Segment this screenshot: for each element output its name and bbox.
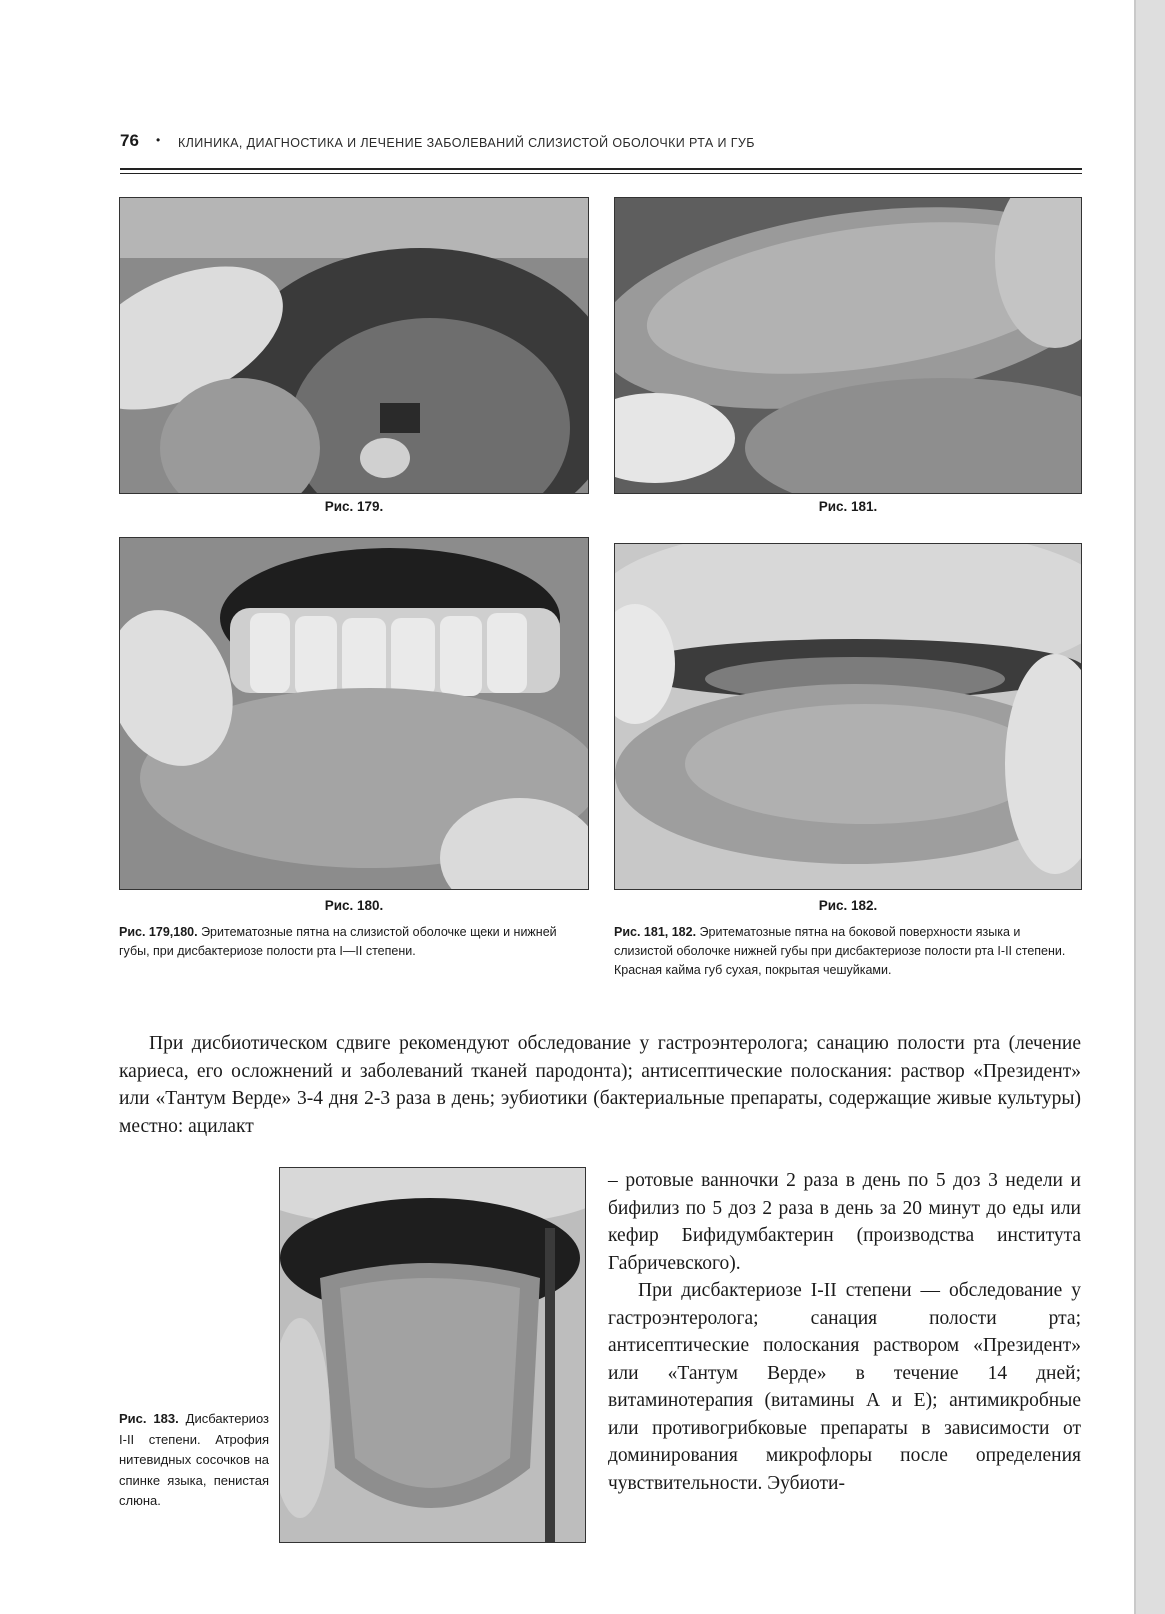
figure-182-label: Рис. 182.: [818, 898, 878, 913]
figure-183-photo: [279, 1167, 586, 1543]
caption-179-180-text: Эритематозные пятна на слизистой оболочке щеки и нижней губы, при дисбактериозе полости рта I—II степени.: [119, 925, 557, 958]
header-rule-thick: [120, 168, 1082, 170]
caption-181-182-ref: Рис. 181, 182.: [614, 925, 697, 939]
page-header: [120, 131, 1080, 161]
figure-181-photo: [614, 197, 1082, 494]
figure-180-photo: [119, 537, 589, 890]
body-paragraph-1-continued: – ротовые ванночки 2 раза в день по 5 доз 3 недели и бифилиз по 5 доз 2 раза в день за 20 минут до еды или кефир Бифидумбактерин (производства института Габричевского).: [608, 1170, 1081, 1274]
caption-fig-179-180: [119, 923, 589, 961]
header-rule-thin: [120, 173, 1082, 174]
caption-fig-181-182: [614, 923, 1082, 980]
body-paragraph-1: [119, 1030, 1081, 1140]
caption-179-180-ref: Рис. 179,180.: [119, 925, 198, 939]
caption-183-ref: Рис. 183.: [119, 1411, 179, 1426]
page-number: 76: [120, 131, 139, 150]
scan-edge-shadow: [1134, 0, 1165, 1614]
figure-181-label: Рис. 181.: [818, 499, 878, 514]
figure-180-label: Рис. 180.: [324, 898, 384, 913]
body-right-column: [608, 1167, 1081, 1497]
caption-183-text: Дисбактериоз I-II степени. Атрофия нитевидных сосочков на спинке языка, пенистая слюна.: [119, 1411, 269, 1508]
body-paragraph-2: При дисбактериозе I-II степени — обследование у гастроэнтеролога; санация полости рта; антисептические полоскания раствором «Президент» или «Тантум Верде» в течение 14 дней; витаминотерапия (витамины А и Е); антимикробные или противогрибковые препараты в зависимости от доминирования микрофлоры после определения чувствительности. Эубиоти-: [608, 1280, 1081, 1494]
running-title: КЛИНИКА, ДИАГНОСТИКА И ЛЕЧЕНИЕ ЗАБОЛЕВАНИЙ СЛИЗИСТОЙ ОБОЛОЧКИ РТА И ГУБ: [178, 136, 755, 150]
header-bullet: •: [156, 133, 161, 147]
caption-fig-183: [119, 1409, 269, 1512]
figure-182-photo: [614, 543, 1082, 890]
caption-181-182-text: Эритематозные пятна на боковой поверхности языка и слизистой оболочке нижней губы при дисбактериозе полости рта I-II степени. Красная кайма губ сухая, покрытая чешуйками.: [614, 925, 1066, 977]
figure-179-photo: [119, 197, 589, 494]
figure-179-label: Рис. 179.: [324, 499, 384, 514]
body-paragraph-1-text: При дисбиотическом сдвиге рекомендуют обследование у гастроэнтеролога; санацию полости рта (лечение кариеса, его осложнений и заболеваний тканей пародонта); антисептические полоскания: раствор «Президент» или «Тантум Верде» 3-4 дня 2-3 раза в день; эубиотики (бактериальные препараты, содержащие живые культуры) местно: ацилакт: [119, 1033, 1081, 1137]
